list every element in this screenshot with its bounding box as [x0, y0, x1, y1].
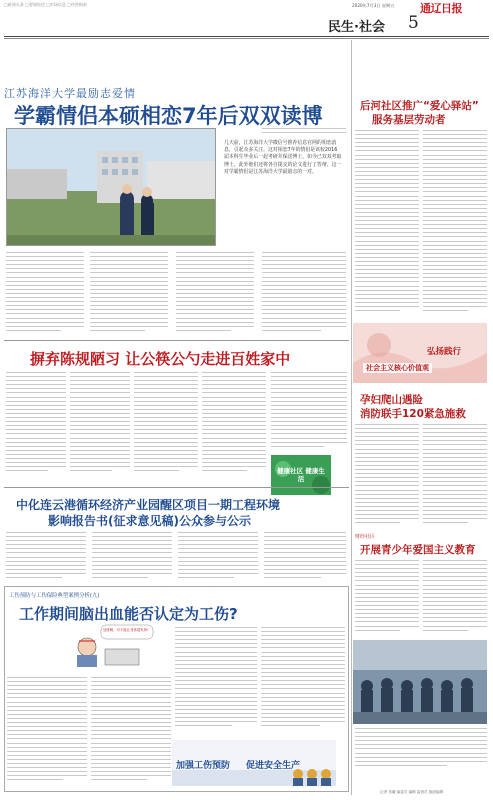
- work-injury-col3: [175, 627, 257, 735]
- notice-title-line1: 中化连云港循环经济产业园醒区项目一期工程环境: [16, 498, 281, 512]
- chopsticks-col3: [134, 372, 198, 482]
- sidebar-title-2: 孕妇爬山遇险: [360, 394, 423, 406]
- sidebar-article-3-col1: [355, 560, 419, 636]
- work-injury-col2: [91, 677, 171, 787]
- safety-slogan-a: 加强工伤预防: [176, 761, 231, 771]
- work-injury-kicker: 工伤预防与工伤保险典型案例分析(九): [9, 593, 100, 599]
- sidebar-article-2-col2: [423, 424, 487, 528]
- badge-text: 健康社区 健康生活: [277, 467, 325, 483]
- top-nav-text: □新闻头条 □要闻综述 □市场信息 □经营指南: [4, 2, 87, 7]
- sidebar-article-2-col1: [355, 424, 419, 528]
- lead-body-col4: [262, 252, 346, 336]
- sidebar-title-2b: 消防联手120紧急施救: [360, 408, 466, 420]
- header-rule: [4, 36, 489, 37]
- sidebar-photo-caption: [355, 728, 487, 772]
- safety-banner: [172, 740, 336, 786]
- chopsticks-headline: 摒弃陈规陋习 让公筷公勺走进百姓家中: [30, 350, 291, 368]
- sidebar-article-3-col2: [423, 560, 487, 636]
- notice-col3: [178, 532, 258, 582]
- section-name: 民生·社会: [328, 20, 385, 35]
- chopsticks-col4: [202, 372, 266, 482]
- lead-body-top-right: [262, 128, 346, 138]
- youth-education-photo: [353, 640, 487, 724]
- safety-slogan-b: 促进安全生产: [246, 761, 301, 771]
- page-number: 5: [408, 13, 419, 33]
- notice-title-line2: 影响报告书(征求意见稿)公众参与公示: [48, 514, 251, 528]
- lead-caption: 几天前，江苏海洋大学微信号推荐信息官网的相恋消息，引起众多关注。这对相恋7年的情侣是该校2016届本科生毕业后一起考研并保送博士，如今已双双考取博士。此外他们还将各自提交的论文进行了答辩，这一对学霸情侣是江苏海洋大学最励志的一对。: [224, 140, 342, 175]
- notice-col1: [6, 532, 86, 582]
- slogan-top: 弘扬践行: [427, 347, 462, 357]
- sidebar-kicker-3: 财经社区: [355, 534, 376, 540]
- lead-title: 学霸情侣本硕相恋7年后双双读博: [14, 104, 323, 128]
- slogan-bottom: 社会主义核心价值观: [363, 363, 432, 373]
- publication-date: 2020年7月3日 星期五: [352, 3, 395, 8]
- sidebar-title-1: 后河社区推广“爱心驿站”: [360, 100, 479, 112]
- newspaper-logo: 通辽日报: [420, 2, 462, 15]
- section-rule-2: [4, 487, 349, 488]
- sidebar-title-1b: 服务基层劳动者: [372, 114, 446, 126]
- work-injury-col1: [7, 677, 87, 787]
- cartoon-bubble: 加班啊，可不能让身体超负荷!: [103, 628, 149, 632]
- sidebar-title-3: 开展青少年爱国主义教育: [360, 544, 476, 556]
- top-nav-strip: [4, 2, 87, 8]
- sidebar-article-1-col1: [355, 130, 419, 318]
- sidebar-article-1-col2: [423, 130, 487, 318]
- lead-body-col3: [176, 252, 254, 336]
- footer-credits: 记者 传播 编委员 编辑 监督员 版面编辑: [380, 790, 444, 794]
- notice-col2: [92, 532, 172, 582]
- core-values-slogan-box: [353, 323, 487, 383]
- cartoon-illustration: [65, 623, 155, 667]
- page-header: [0, 0, 493, 48]
- chopsticks-col1: [6, 372, 66, 482]
- section-rule-1: [4, 340, 349, 341]
- couple-graduation-photo: [6, 128, 216, 246]
- chopsticks-col2: [70, 372, 130, 482]
- notice-col4: [264, 532, 346, 582]
- work-injury-title: 工作期间脑出血能否认定为工伤?: [19, 605, 238, 623]
- header-rule-thin: [4, 38, 489, 39]
- healthy-community-badge: [271, 455, 331, 495]
- chopsticks-col5: [271, 372, 347, 452]
- lead-pre-title: 江苏海洋大学最励志爱情: [4, 87, 136, 100]
- sidebar-divider: [351, 40, 352, 795]
- lead-body-col1: [6, 252, 84, 336]
- lead-body-col2: [90, 252, 168, 336]
- work-injury-col4: [261, 627, 345, 735]
